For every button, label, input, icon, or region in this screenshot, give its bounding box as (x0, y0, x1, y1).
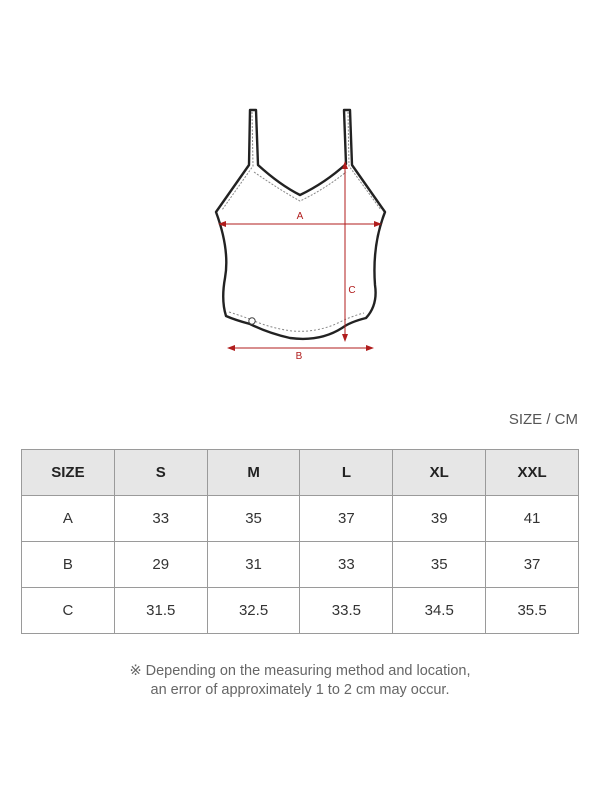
table-cell: 31.5 (114, 588, 207, 634)
table-cell: 35 (207, 496, 300, 542)
table-cell: 33 (114, 496, 207, 542)
table-cell: 35.5 (486, 588, 579, 634)
measurement-label-a: A (296, 211, 304, 222)
size-chart-table (21, 449, 579, 634)
table-cell: C (22, 588, 115, 634)
table-cell: A (22, 496, 115, 542)
table-cell: 37 (300, 496, 393, 542)
measurement-label-b: B (295, 351, 303, 362)
table-cell: 37 (486, 542, 579, 588)
header-cell: SIZE (22, 450, 115, 496)
header-cell: XL (393, 450, 486, 496)
note-line-1: ※ Depending on the measuring method and location, (129, 663, 471, 679)
table-cell: 39 (393, 496, 486, 542)
table-cell: 31 (207, 542, 300, 588)
table-row (22, 496, 579, 542)
care-label-icon (249, 318, 255, 324)
header-cell: M (207, 450, 300, 496)
camisole-measurement-diagram (200, 100, 400, 370)
measurement-label-c: C (348, 285, 356, 296)
header-cell: L (300, 450, 393, 496)
table-header-row (22, 450, 579, 496)
table-cell: 35 (393, 542, 486, 588)
table-row (22, 588, 579, 634)
table-cell: 32.5 (207, 588, 300, 634)
header-cell: S (114, 450, 207, 496)
table-cell: 41 (486, 496, 579, 542)
measurement-note (0, 662, 600, 700)
table-row (22, 542, 579, 588)
header-cell: XXL (486, 450, 579, 496)
table-cell: 34.5 (393, 588, 486, 634)
unit-label: SIZE / CM (508, 411, 578, 428)
table-cell: 29 (114, 542, 207, 588)
note-line-2: an error of approximately 1 to 2 cm may occur. (150, 682, 450, 698)
table-cell: 33 (300, 542, 393, 588)
table-cell: 33.5 (300, 588, 393, 634)
table-cell: B (22, 542, 115, 588)
